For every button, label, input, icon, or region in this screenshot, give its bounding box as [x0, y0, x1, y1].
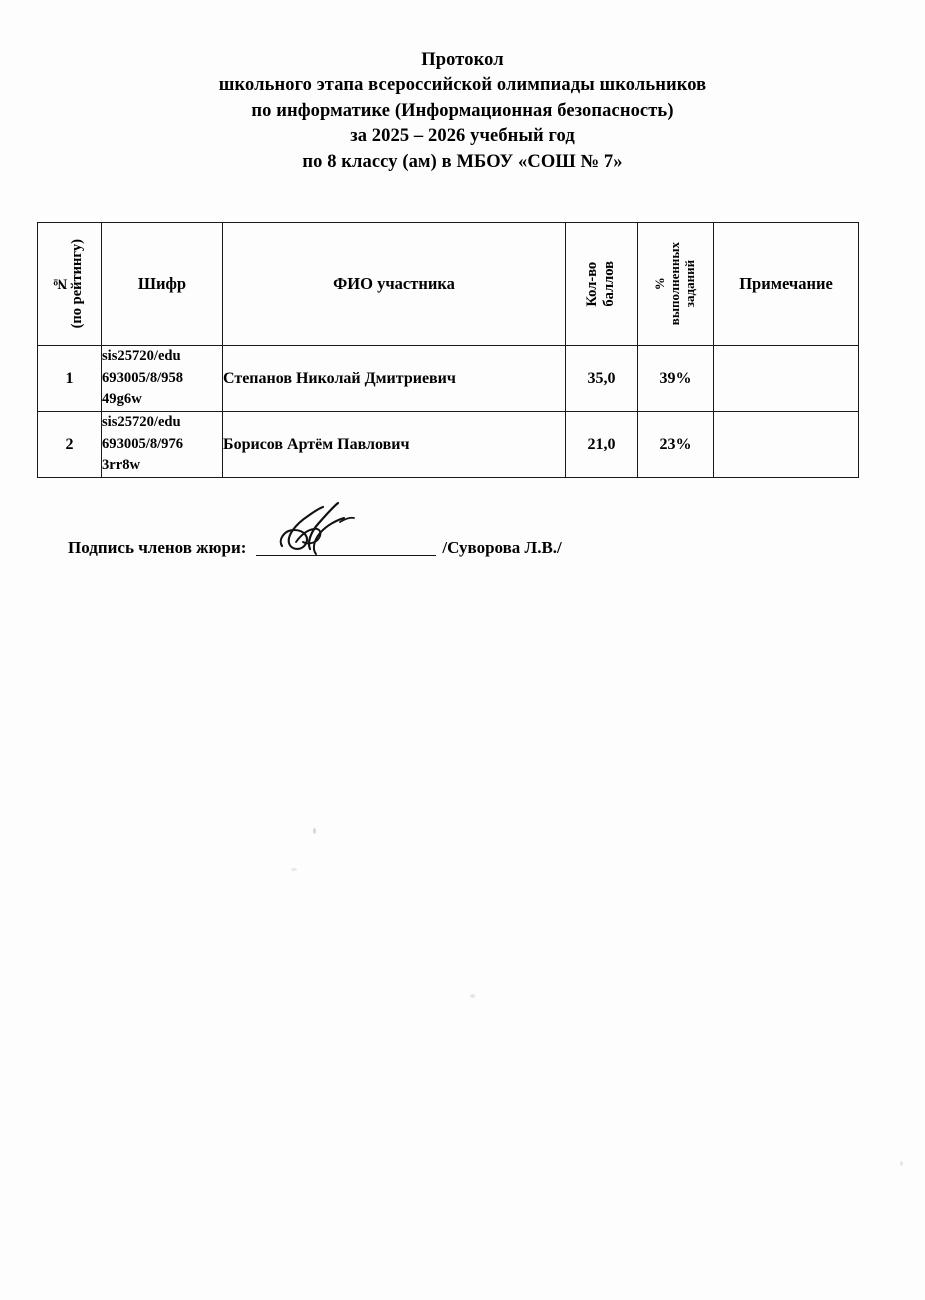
cell-score: 35,0: [566, 346, 638, 412]
column-header-percent-line1: %: [652, 277, 668, 291]
signature-label: Подпись членов жюри:: [68, 538, 247, 557]
title-line-3: по информатике (Информационная безопасность): [251, 100, 674, 121]
column-header-fio: ФИО участника: [223, 223, 566, 346]
cell-rank: 1: [38, 346, 102, 412]
results-table: [37, 222, 859, 478]
signature-block: [68, 536, 562, 558]
signature-rule: [256, 555, 436, 556]
column-header-percent: [638, 223, 714, 346]
cell-code-line3: 3rr8w: [102, 457, 141, 474]
cell-rank: 2: [38, 412, 102, 478]
column-header-score-line1: Кол-во: [584, 261, 601, 307]
scan-artifact: [470, 994, 475, 998]
cell-code-line1: sis25720/edu: [102, 348, 181, 365]
title-line-5: по 8 классу (ам) в МБОУ «СОШ № 7»: [302, 151, 623, 172]
scan-artifact: [900, 1161, 903, 1166]
signature-name: /Суворова Л.В./: [442, 538, 562, 557]
cell-code-line2: 693005/8/976: [102, 435, 184, 452]
signature-field[interactable]: [256, 536, 436, 558]
column-header-score-line2: баллов: [601, 261, 618, 307]
cell-score: 21,0: [566, 412, 638, 478]
cell-percent: 23%: [638, 412, 714, 478]
column-header-score: [566, 223, 638, 346]
cell-code-line1: sis25720/edu: [102, 414, 181, 431]
scan-artifact: [313, 828, 316, 834]
table-row: [38, 346, 859, 412]
column-header-note: Примечание: [714, 223, 859, 346]
document-title: [0, 48, 925, 175]
cell-participant-name: Борисов Артём Павлович: [223, 412, 566, 478]
cell-participant-name: Степанов Николай Дмитриевич: [223, 346, 566, 412]
column-header-percent-line2: выполненных: [667, 242, 683, 326]
column-header-percent-line3: заданий: [681, 260, 697, 308]
cell-code-line2: 693005/8/958: [102, 369, 184, 386]
column-header-number-line1: №: [52, 276, 69, 292]
table-row: [38, 412, 859, 478]
cell-code-line3: 49g6w: [102, 391, 142, 408]
column-header-number-line2: (по рейтингу): [69, 239, 86, 329]
table-header-row: [38, 223, 859, 346]
title-line-1: Протокол: [421, 50, 504, 70]
column-header-number: [38, 223, 102, 346]
cell-code: [102, 412, 223, 478]
scan-artifact: [291, 868, 297, 871]
cell-percent: 39%: [638, 346, 714, 412]
cell-note: [714, 412, 859, 478]
column-header-code: Шифр: [102, 223, 223, 346]
cell-note: [714, 346, 859, 412]
title-line-4: за 2025 – 2026 учебный год: [350, 126, 575, 147]
title-line-2: школьного этапа всероссийской олимпиады школьников: [218, 75, 707, 96]
cell-code: [102, 346, 223, 412]
